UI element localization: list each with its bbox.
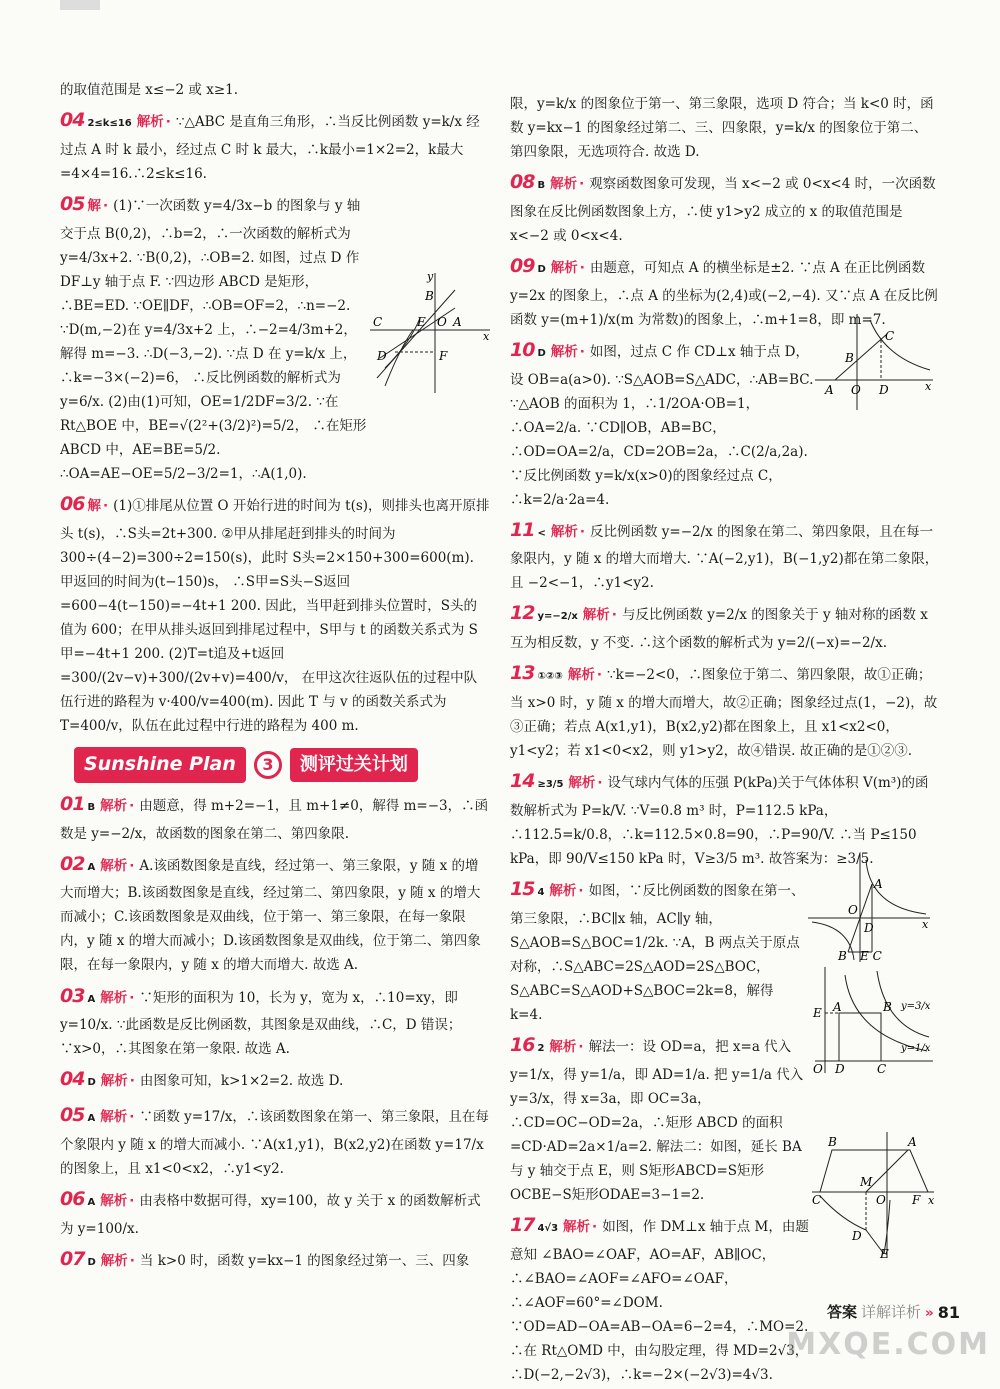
- answer-item: [60, 980, 490, 1062]
- item-answer: 2: [537, 1042, 545, 1054]
- answer-item: [60, 788, 490, 846]
- item-tag: 解析 ·: [100, 990, 136, 1006]
- answer-item: [60, 104, 490, 186]
- label-e: E: [813, 1006, 822, 1020]
- item-tag: 解析 ·: [549, 883, 585, 899]
- item-text: 如图，作 DM⊥x 轴于点 M，由题意知 ∠BAO=∠OAF，AO=AF，AB∥OC，∴∠BAO=∠AOF=∠AFO=∠OAF，∴∠AOF=60°=∠DOM. ∵OD=AD−OA=AB−OA=6−2=4，∴MO=2. ∴在 Rt△OMD 中，由勾股定理，得 MD=2√3，∴D(−2,−2√3)，∴k=−2×(−2√3)=4√3.: [510, 1218, 809, 1383]
- label-y1: y=1/x: [901, 1043, 931, 1054]
- item-answer: ①②③: [537, 671, 563, 683]
- item-text: 当 k>0 时，函数 y=kx−1 的图象经过第一、三、四象: [139, 1252, 470, 1269]
- answer-item: [60, 1099, 490, 1181]
- answer-item: [60, 488, 490, 738]
- section-brand: Sunshine Plan: [74, 747, 246, 783]
- item-number: 12: [510, 602, 535, 625]
- item-answer: D: [87, 1077, 96, 1089]
- item-tag: 解析 ·: [563, 1219, 599, 1235]
- left-intro: 的取值范围是 x≤−2 或 x≥1.: [60, 82, 239, 98]
- item-text: 与反比例函数 y=2/x 的图象关于 y 轴对称的函数 x 互为相反数，y 不变. ∴这个函数的解析式为 y=2/(−x)=−2/x.: [510, 607, 928, 652]
- label-f: F: [439, 349, 448, 363]
- chevron-right-icon: »: [925, 1304, 934, 1321]
- item-text: 反比例函数 y=−2/x 的图象在第二、第四象限，且在每一象限内，y 随 x 的增大而增大. ∵A(−2,y1)，B(−1,y2)都在第二象限，且 −2<−1，∴y1<y2.: [510, 523, 939, 592]
- item-number: 16: [510, 1033, 535, 1056]
- item-number: 08: [510, 171, 535, 194]
- item-answer: A: [87, 1197, 96, 1208]
- item-tag: 解析 ·: [100, 798, 136, 814]
- item-answer: y=−2/x: [537, 611, 578, 623]
- label-b: B: [425, 289, 434, 303]
- item-tag: 解析 ·: [101, 1253, 137, 1269]
- label-c: C: [812, 1193, 822, 1207]
- item-tag: 解析 ·: [551, 344, 587, 360]
- item-number: 05: [60, 1104, 85, 1127]
- right-intro: 限，y=k/x 的图象位于第一、第三象限，选项 D 符合；当 k<0 时，函数 y=kx−1 的图象经过第二、三、四象限，y=k/x 的图象位于第二、第四象限，无选项符合. 故选 D.: [510, 96, 934, 161]
- item-number: 02: [60, 852, 85, 875]
- item-text: 由图象可知，k>1×2=2. 故选 D.: [139, 1073, 344, 1090]
- item-text: 如图，∵反比例函数的图象在第一、第三象限，∴BC∥x 轴，AC∥y 轴，S△AOB=S△BOC=1/2k. ∵A，B 两点关于原点对称，∴S△ABC=2S△AOD=2S△BOC，S△ABC=S△AOD+S△BOC=2k=8，解得 k=4.: [510, 883, 805, 1023]
- label-d: D: [852, 1229, 862, 1243]
- item-number: 15: [510, 878, 535, 901]
- item-tag: 解 ·: [87, 198, 110, 214]
- item-number: 14: [510, 770, 535, 793]
- figure-q05: [365, 268, 495, 398]
- item-tag: 解析 ·: [100, 858, 136, 874]
- label-e: E: [417, 315, 426, 329]
- footer-label: 答案: [826, 1303, 857, 1322]
- label-d: D: [879, 383, 889, 397]
- label-ec: E C: [860, 949, 882, 963]
- item-tag: 解析 ·: [583, 607, 619, 623]
- label-a: A: [908, 1135, 917, 1149]
- item-answer: 4: [537, 887, 545, 899]
- item-text: ∵矩形的面积为 10，长为 y，宽为 x，∴10=xy，即 y=10/x. ∵此函数是反比例函数，其图象是双曲线，∴C，D 错误；∵x>0，∴其图象在第一象限. 故选 A.: [60, 989, 462, 1058]
- figure-q10: [815, 312, 935, 412]
- label-d: D: [864, 921, 874, 935]
- answer-item: [60, 848, 490, 978]
- item-number: 04: [60, 1068, 85, 1091]
- watermark: MXQE.COM: [786, 1326, 990, 1362]
- item-tag: 解析 ·: [568, 775, 604, 791]
- figure-q16: [805, 965, 935, 1075]
- answer-item: [60, 1243, 490, 1277]
- item-text: 设气球内气体的压强 P(kPa)关于气体体积 V(m³)的函数解析式为 P=k/V. ∵V=0.8 m³ 时，P=112.5 kPa，∴112.5=k/0.8，∴k=112.5×0.8=90，∴P=90/V. ∴当 P≤150 kPa，即 90/V≤150 kPa 时，V≥3/5 m³. 故答案为：≥3/5.: [510, 775, 929, 868]
- item-tag: 解析 ·: [550, 176, 586, 192]
- section-heading: 测评过关计划: [290, 748, 418, 782]
- item-number: 01: [60, 792, 85, 815]
- label-o: O: [851, 383, 861, 397]
- label-d: D: [835, 1062, 845, 1075]
- answer-item: [510, 166, 940, 248]
- item-number: 09: [510, 254, 535, 277]
- item-text: 由题意，得 m+2=−1，且 m+1≠0，解得 m=−3，∴函数是 y=−2/x，故函数的图象在第二、第四象限.: [60, 797, 489, 842]
- item-number: 17: [510, 1213, 535, 1236]
- item-text: ∵△ABC 是直角三角形，∴当反比例函数 y=k/x 经过点 A 时 k 最小，经过点 C 时 k 最大，∴k最小=1×2=2，k最大=4×4=16.∴2≤k≤16.: [60, 114, 480, 182]
- item-text: 解法一：设 OD=a，把 x=a 代入 y=1/x，得 y=1/a，即 AD=1/a. 把 y=1/a 代入 y=3/x，得 x=3a，即 OC=3a，∴CD=OC−OD=2a，∴矩形 ABCD 的面积=CD·AD=2a×1/a=2. 解法二：如图，延长 BA 与 y 轴交于点 E，则 S矩形ABCD=S矩形OCBE−S矩形ODAE=3−1=2.: [510, 1038, 804, 1203]
- top-edge-mark: [60, 0, 100, 10]
- item-number: 06: [60, 492, 85, 515]
- item-tag: 解析 ·: [101, 1073, 137, 1089]
- figure-q15: [808, 852, 933, 964]
- label-b: B: [828, 1135, 837, 1149]
- figure-q17: [812, 1130, 937, 1260]
- item-answer: D: [87, 1256, 96, 1268]
- item-tag: 解 ·: [87, 498, 110, 514]
- item-number: 11: [510, 518, 535, 541]
- item-number: 07: [60, 1247, 85, 1270]
- answer-item: [510, 514, 940, 596]
- item-text: 由题意，可知点 A 的横坐标是±2. ∵点 A 在正比例函数 y=2x 的图象上，∴点 A 的坐标为(2,4)或(−2,−4). 又∵点 A 在反比例函数 y=(m+1)/x(m 为常数)的图象上，∴m+1=8，即 m=7.: [510, 259, 938, 328]
- label-b: B: [883, 1000, 892, 1014]
- label-x: x: [928, 1194, 935, 1207]
- item-tag: 解析 ·: [568, 667, 604, 683]
- item-number: 05: [60, 192, 85, 215]
- item-number: 04: [60, 109, 85, 132]
- item-answer: D: [537, 347, 546, 359]
- item-number: 06: [60, 1188, 85, 1210]
- label-a: A: [453, 315, 462, 329]
- footer-sublabel: 详解详析: [860, 1303, 921, 1322]
- item-text: ∵函数 y=17/x，∴该函数图象在第一、第三象限，且在每个象限内 y 随 x 的增大而减小. ∵A(x1,y1)，B(x2,y2)在函数 y=17/x 的图象上，且 x1<0<x2，∴y1<y2.: [60, 1109, 489, 1177]
- item-text: A.该函数图象是直线，经过第一、第三象限，y 随 x 的增大而增大；B.该函数图象是直线，经过第二、第四象限，y 随 x 的增大而减小；C.该函数图象是双曲线，位于第一、第三象限，在每一象限内，y 随 x 的增大而减小；D.该函数图象是双曲线，位于第二、第四象限，在每一象限内，y 随 x 的增大而增大. 故选 A.: [60, 857, 481, 974]
- section-title: [74, 748, 490, 782]
- label-x: x: [925, 380, 932, 393]
- item-tag: 解析 ·: [551, 524, 587, 540]
- answer-item: [510, 597, 940, 655]
- item-answer: B: [537, 180, 546, 192]
- item-number: 03: [60, 984, 85, 1007]
- label-c: C: [373, 315, 383, 329]
- item-number: 13: [510, 662, 535, 685]
- label-y: y: [427, 270, 434, 283]
- answer-item: [510, 657, 940, 763]
- item-answer: <: [537, 527, 546, 539]
- item-text: 由表格中数据可得，xy=100，故 y 关于 x 的函数解析式为 y=100/x.: [60, 1193, 481, 1237]
- item-text: 如图，过点 C 作 CD⊥x 轴于点 D，设 OB=a(a>0). ∵S△AOB=S△ADC，∴AB=BC. ∵△AOB 的面积为 1，∴1/2OA·OB=1，∴OA=2/a. ∵CD∥OB，AB=BC，∴OD=OA=2/a，CD=2OB=2a，∴C(2/a,2a). ∵反比例函数 y=k/x(x>0)的图象经过点 C，∴k=2/a·2a=4.: [510, 343, 814, 508]
- label-x: x: [922, 918, 929, 931]
- item-tag: 解析 ·: [551, 260, 587, 276]
- section-badge: 3: [254, 751, 282, 779]
- item-answer: A: [87, 993, 96, 1005]
- label-a: A: [825, 383, 834, 397]
- label-a: A: [833, 1000, 842, 1014]
- item-answer: B: [87, 801, 96, 813]
- label-e: E: [880, 1247, 889, 1260]
- answer-item: [60, 1183, 490, 1241]
- label-b: B: [838, 949, 847, 963]
- item-answer: 2≤k≤16: [87, 118, 132, 130]
- item-text: ∵k=−2<0，∴图象位于第二、第四象限，故①正确；当 x>0 时，y 随 x 的增大而增大，故②正确；图象经过点(1，−2)，故③正确；若点 A(x1,y1)，B(x2,y2)都在图象上，且 x1<x2<0，y1<y2；若 x1<0<x2，则 y1>y2，故④错误. 故正确的是①②③.: [510, 667, 938, 760]
- item-tag: 解析 ·: [100, 1193, 136, 1209]
- label-f: F: [912, 1193, 921, 1207]
- label-c: C: [885, 329, 895, 343]
- page-number: 81: [937, 1302, 960, 1322]
- label-o: O: [437, 315, 447, 329]
- label-y3: y=3/x: [901, 1001, 931, 1012]
- item-tag: 解析 ·: [549, 1039, 585, 1055]
- label-m: M: [860, 1175, 873, 1189]
- item-answer: A: [87, 1113, 96, 1125]
- item-text: 观察函数图象可发现，当 x<−2 或 0<x<4 时，一次函数图象在反比例函数图象上方，∴使 y1>y2 成立的 x 的取值范围是 x<−2 或 0<x<4.: [510, 176, 936, 244]
- item-tag: 解析 ·: [137, 114, 173, 130]
- answer-item: [60, 1063, 490, 1097]
- item-tag: 解析 ·: [100, 1109, 136, 1125]
- item-answer: 4√3: [537, 1222, 559, 1234]
- label-o: O: [813, 1062, 823, 1075]
- item-text: (1)∵一次函数 y=4/3x−b 的图象与 y 轴交于点 B(0,2)，∴b=2，∴一次函数的解析式为 y=4/3x+2. ∵B(0,2)，∴OB=2. 如图，过点 D 作 DF⊥y 轴于点 F. ∵四边形 ABCD 是矩形，∴BE=ED. ∵OE∥DF，∴OB=OF=2，∴n=−2. ∵D(m,−2)在 y=4/3x+2 上，∴−2=4/3m+2，解得 m=−3. ∴D(−3,−2). ∵点 D 在 y=k/x 上，∴k=−3×(−2)=6， ∴反比例函数的解析式为 y=6/x. (2)由(1)可知，OE=1/2DF=3/2. ∵在 Rt△BOE 中，BE=√(2²+(3/2)²)=5/2， ∴在矩形 ABCD 中，AE=BE=5/2. ∴OA=AE−OE=5/2−3/2=1，∴A(1,0).: [60, 197, 367, 482]
- label-d: D: [377, 349, 387, 363]
- item-text: (1)①排尾从位置 O 开始行进的时间为 t(s)，则排头也离开原排头 t(s)，∴S头=2t+300. ②甲从排尾赶到排头的时间为 300÷(4−2)=300÷2=150(s)，此时 S头=2×150+300=600(m). 甲返回的时间为(t−150)s， ∴S甲=S头−S返回=600−4(t−150)=−4t+1 200. 因此，当甲赶到排头位置时，S头的值为 600；在甲从排头返回到排尾过程中，S甲与 t 的函数关系式为 S甲=−4t+1 200. (2)T=t追及+t返回=300/(2v−v)+300/(2v+v)=400/v， 在甲这次往返队伍的过程中队伍行进的路程为 v·400/v=400(m). 因此 T 与 v 的函数关系式为 T=400/v，队伍在此过程中行进的路程为 400 m.: [60, 497, 490, 734]
- label-c: C: [877, 1062, 887, 1075]
- label-x: x: [483, 330, 490, 343]
- label-b: B: [845, 351, 854, 365]
- left-column: [60, 78, 490, 1279]
- item-answer: D: [537, 263, 546, 275]
- label-a: A: [874, 877, 883, 891]
- item-number: 10: [510, 338, 535, 361]
- item-answer: ≥3/5: [537, 779, 564, 791]
- label-o: O: [848, 903, 858, 917]
- item-answer: A: [87, 861, 96, 873]
- label-o: O: [876, 1193, 886, 1207]
